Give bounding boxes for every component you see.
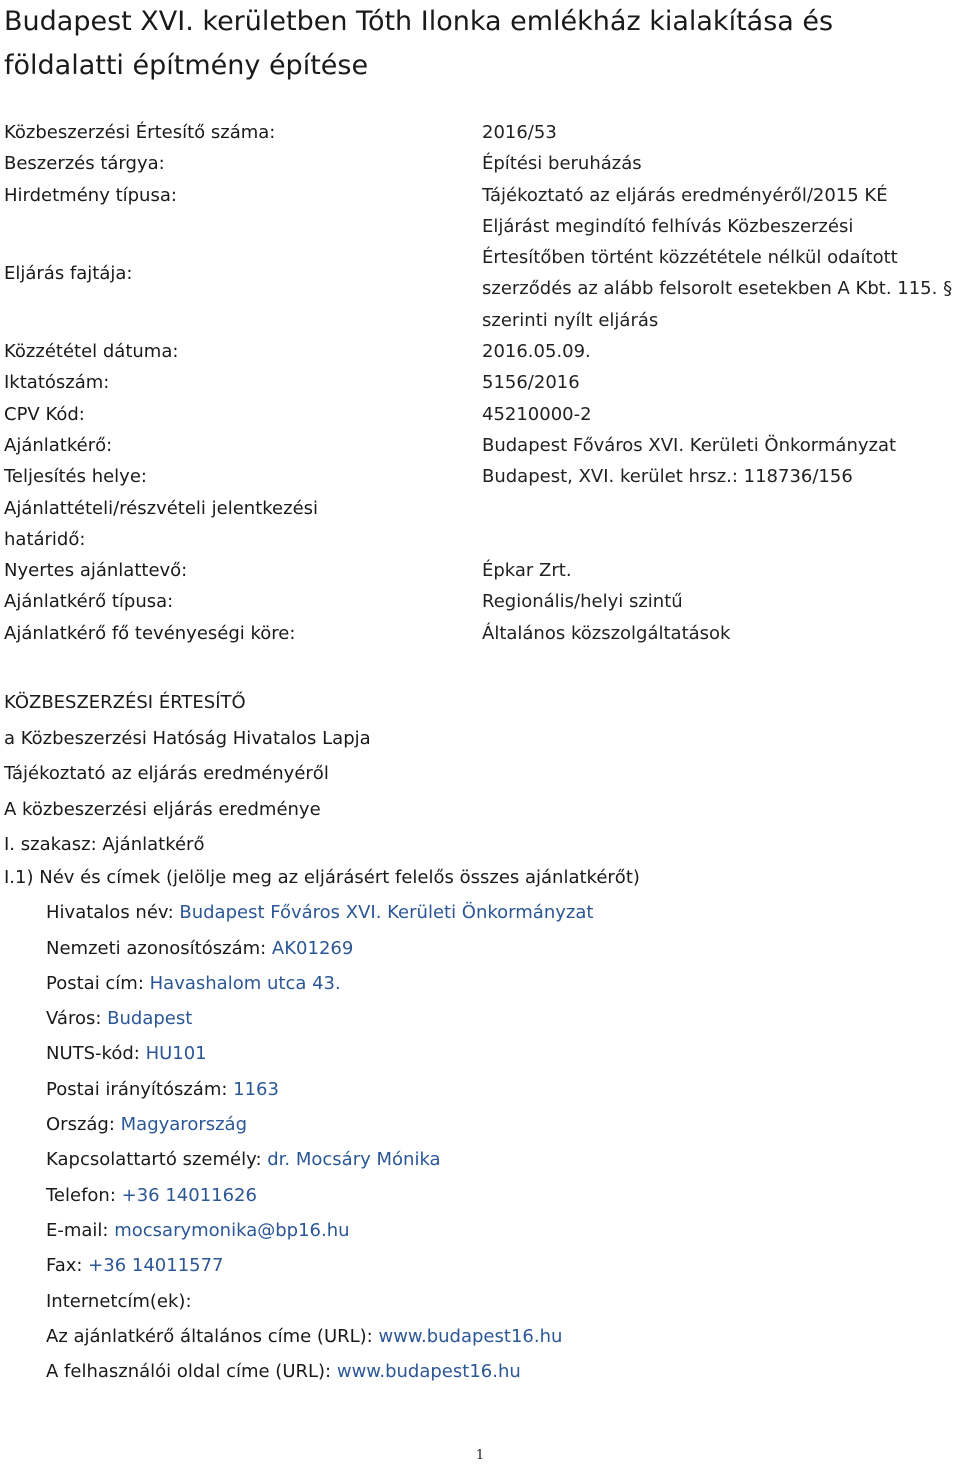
info-row: [4, 336, 960, 367]
info-value-line: Értesítőben történt közzététele nélkül odaított: [482, 247, 898, 269]
info-label: Teljesítés helye:: [4, 466, 147, 488]
info-row: [4, 586, 960, 617]
detail-row: [4, 1178, 954, 1213]
info-row: [4, 399, 960, 430]
detail-row: [4, 1248, 954, 1283]
info-row: [4, 367, 960, 398]
contracting-authority-details: [4, 860, 954, 1389]
info-value: Építési beruházás: [482, 153, 642, 175]
detail-row: [4, 1142, 954, 1177]
info-label: CPV Kód:: [4, 403, 85, 425]
detail-label: Telefon:: [46, 1184, 122, 1206]
detail-label: Postai cím:: [46, 972, 150, 994]
info-row: [4, 555, 960, 586]
detail-value: +36 14011626: [121, 1184, 257, 1206]
info-row: [4, 211, 960, 336]
gazette-name: KÖZBESZERZÉSI ÉRTESÍTŐ: [4, 692, 246, 713]
detail-label: Kapcsolattartó személy:: [46, 1149, 268, 1171]
info-value: Regionális/helyi szintű: [482, 591, 683, 613]
info-label: Ajánlatkérő fő tevényeségi köre:: [4, 622, 296, 644]
detail-row: [4, 1354, 954, 1389]
detail-row: [4, 1319, 954, 1354]
info-row: [4, 430, 960, 461]
detail-row: [4, 931, 954, 966]
notice-header: [4, 685, 954, 863]
info-label: Nyertes ajánlattevő:: [4, 560, 188, 582]
url-link[interactable]: www.budapest16.hu: [336, 1361, 521, 1383]
detail-row: [4, 895, 954, 930]
detail-label: NUTS-kód:: [46, 1043, 146, 1065]
info-label: Ajánlatkérő:: [4, 434, 113, 456]
info-value: Budapest, XVI. kerület hrsz.: 118736/156: [482, 466, 853, 488]
info-row: [4, 148, 960, 179]
detail-value: Havashalom utca 43.: [149, 972, 341, 994]
detail-label: Fax:: [46, 1255, 89, 1277]
detail-value: HU101: [145, 1043, 207, 1065]
detail-label: Város:: [46, 1008, 108, 1030]
detail-label: Az ajánlatkérő általános címe (URL):: [46, 1325, 379, 1347]
detail-row: [4, 1284, 954, 1319]
info-label: Közbeszerzési Értesítő száma:: [4, 122, 276, 143]
url-link[interactable]: www.budapest16.hu: [378, 1325, 563, 1347]
gazette-subtitle: a Közbeszerzési Hatóság Hivatalos Lapja: [4, 727, 371, 749]
detail-label: E-mail:: [46, 1219, 115, 1241]
detail-row: [4, 966, 954, 1001]
info-value: Általános közszolgáltatások: [482, 622, 731, 644]
detail-label: Hivatalos név:: [46, 902, 180, 924]
info-label: Közzététel dátuma:: [4, 341, 179, 363]
detail-value: dr. Mocsáry Mónika: [267, 1149, 441, 1171]
info-value: Tájékoztató az eljárás eredményéről/2015 KÉ: [482, 184, 888, 206]
detail-value: Magyarország: [120, 1114, 248, 1136]
info-value: Épkar Zrt.: [482, 560, 572, 582]
email-link[interactable]: mocsarymonika@bp16.hu: [114, 1219, 350, 1241]
detail-value: 1163: [233, 1078, 279, 1100]
detail-label: Nemzeti azonosítószám:: [46, 937, 272, 959]
page-number: 1: [475, 1448, 485, 1463]
detail-row: [4, 1072, 954, 1107]
detail-label: Internetcím(ek):: [46, 1290, 192, 1312]
detail-row: [4, 1001, 954, 1036]
info-value: 2016.05.09.: [482, 341, 591, 363]
info-value: Budapest Főváros XVI. Kerületi Önkormányzat: [482, 434, 897, 456]
info-label: Ajánlatkérő típusa:: [4, 591, 174, 613]
info-row: [4, 461, 960, 492]
info-table: [4, 117, 960, 649]
info-value-line: Eljárást megindító felhívás Közbeszerzési: [482, 215, 854, 237]
info-row: [4, 180, 960, 211]
detail-value: +36 14011577: [88, 1255, 224, 1277]
detail-value: Budapest Főváros XVI. Kerületi Önkormányzat: [179, 902, 594, 924]
info-row: [4, 493, 960, 556]
info-row: [4, 117, 960, 148]
subsection-heading: I.1) Név és címek (jelölje meg az eljárásért felelős összes ajánlatkérőt): [4, 867, 640, 888]
notice-type: Tájékoztató az eljárás eredményéről: [4, 763, 329, 784]
info-value-multiline: [482, 211, 960, 336]
detail-value: AK01269: [271, 937, 354, 959]
info-value-line: szerinti nyílt eljárás: [482, 309, 659, 331]
info-label: Iktatószám:: [4, 372, 110, 394]
info-label: Ajánlattételi/részvételi jelentkezési határidő:: [4, 497, 319, 550]
info-value: 45210000-2: [482, 403, 592, 425]
info-value-line: szerződés az alább felsorolt esetekben A Kbt. 115. §: [482, 278, 953, 300]
info-value: [404, 493, 960, 556]
detail-row: [4, 1213, 954, 1248]
detail-label: Ország:: [46, 1114, 121, 1136]
section-title: I. szakasz: Ajánlatkérő: [4, 834, 205, 855]
notice-heading: A közbeszerzési eljárás eredménye: [4, 798, 321, 820]
info-label: Hirdetmény típusa:: [4, 184, 177, 206]
info-label: Eljárás fajtája:: [4, 262, 133, 284]
detail-row: [4, 1107, 954, 1142]
detail-label: Postai irányítószám:: [46, 1078, 234, 1100]
info-row: [4, 618, 960, 649]
info-value: 5156/2016: [482, 372, 580, 394]
info-label: Beszerzés tárgya:: [4, 153, 165, 175]
document-title: Budapest XVI. kerületben Tóth Ilonka emlékház kialakítása és földalatti építmény építése: [4, 6, 834, 81]
detail-row: [4, 1036, 954, 1071]
detail-value: Budapest: [107, 1008, 193, 1030]
detail-label: A felhasználói oldal címe (URL):: [46, 1361, 337, 1383]
info-value: 2016/53: [482, 122, 557, 143]
